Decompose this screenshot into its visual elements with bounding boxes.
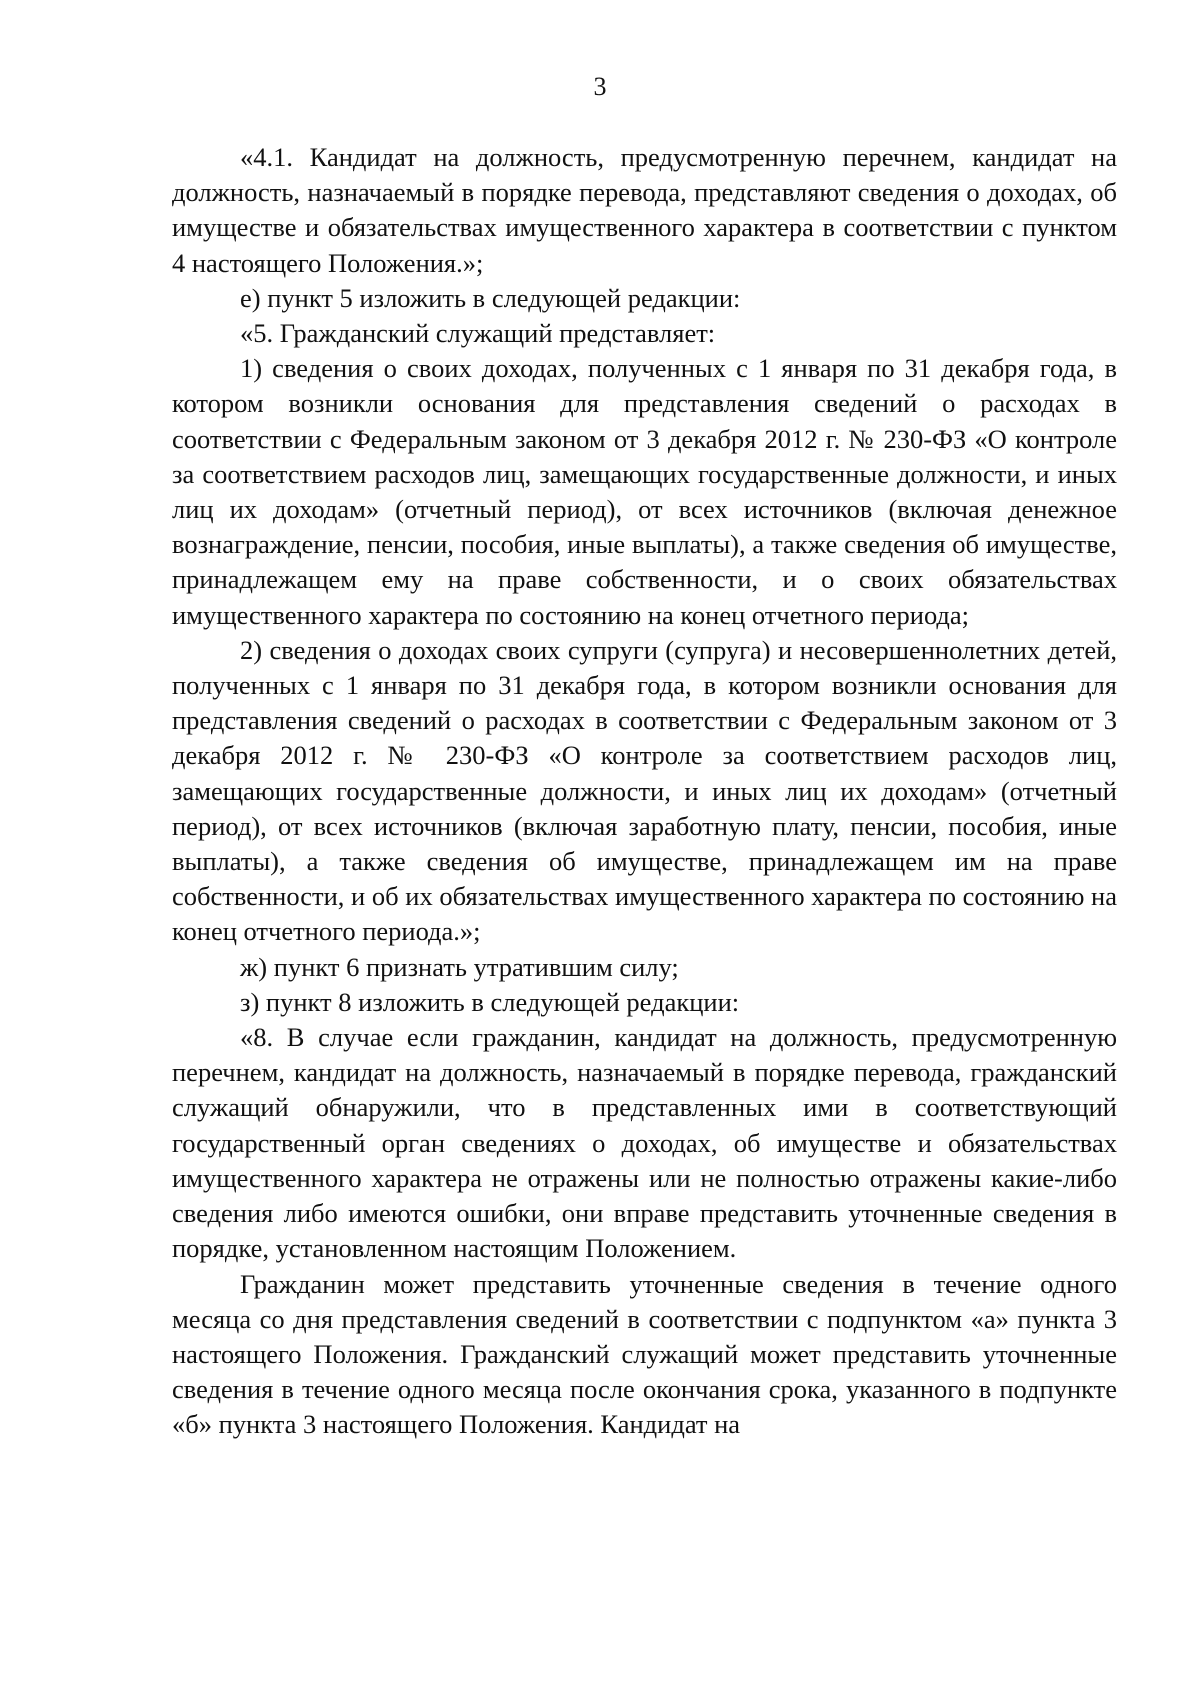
page-number: 3 — [593, 72, 607, 101]
paragraph-z: з) пункт 8 изложить в следующей редакции: — [240, 986, 740, 1017]
paragraph-8: «8. В случае если гражданин, кандидат на должность, предусмотренную перечнем, кандидат на должность, назначаемый в порядке перевода, гражданский служащий обнаружили, что в представленных ими в соответствующий государственный орган сведениях о доходах, об имуществе и обязательствах имущественного характера не отражены или не полностью отражены какие-либо сведения либо имеются ошибки, они вправе представить уточненные сведения в порядке, установленном настоящим Положением. — [172, 1022, 1117, 1264]
paragraph-5-1: 1) сведения о своих доходах, полученных с 1 января по 31 декабря года, в котором возникли основания для представления сведений о расходах в соответствии с Федеральным законом от 3 декабря 2012 г. № 230-ФЗ «О контроле за соответствием расходов лиц, замещающих государственные должности, и иных лиц их доходам» (отчетный период), от всех источников (включая денежное вознаграждение, пенсии, пособия, иные выплаты), а также сведения об имуществе, принадлежащем ему на праве собственности, и о своих обязательствах имущественного характера по состоянию на конец отчетного периода; — [172, 353, 1117, 630]
paragraph-e: е) пункт 5 изложить в следующей редакции: — [240, 282, 741, 313]
paragraph-5: «5. Гражданский служащий представляет: — [240, 318, 716, 349]
paragraph-zh: ж) пункт 6 признать утратившим силу; — [240, 951, 679, 982]
paragraph-8-continued: Гражданин может представить уточненные сведения в течение одного месяца со дня представления сведений в соответствии с подпунктом «а» пункта 3 настоящего Положения. Гражданский служащий может представить уточненные сведения в течение одного месяца после окончания срока, указанного в подпункте «б» пункта 3 настоящего Положения. Кандидат на — [172, 1268, 1117, 1440]
paragraph-4-1: «4.1. Кандидат на должность, предусмотренную перечнем, кандидат на должность, назначаемый в порядке перевода, представляют сведения о доходах, об имуществе и обязательствах имущественного характера в соответствии с пунктом 4 настоящего Положения.»; — [172, 142, 1117, 278]
document-body — [172, 140, 1117, 1443]
paragraph-5-2: 2) сведения о доходах своих супруги (супруга) и несовершеннолетних детей, полученных с 1 января по 31 декабря года, в котором возникли основания для представления сведений о расходах в соответствии с Федеральным законом от 3 декабря 2012 г. № 230-ФЗ «О контроле за соответствием расходов лиц, замещающих государственные должности, и иных лиц их доходам» (отчетный период), от всех источников (включая заработную плату, пенсии, пособия, иные выплаты), а также сведения об имуществе, принадлежащем им на праве собственности, и об их обязательствах имущественного характера по состоянию на конец отчетного периода.»; — [172, 634, 1117, 947]
